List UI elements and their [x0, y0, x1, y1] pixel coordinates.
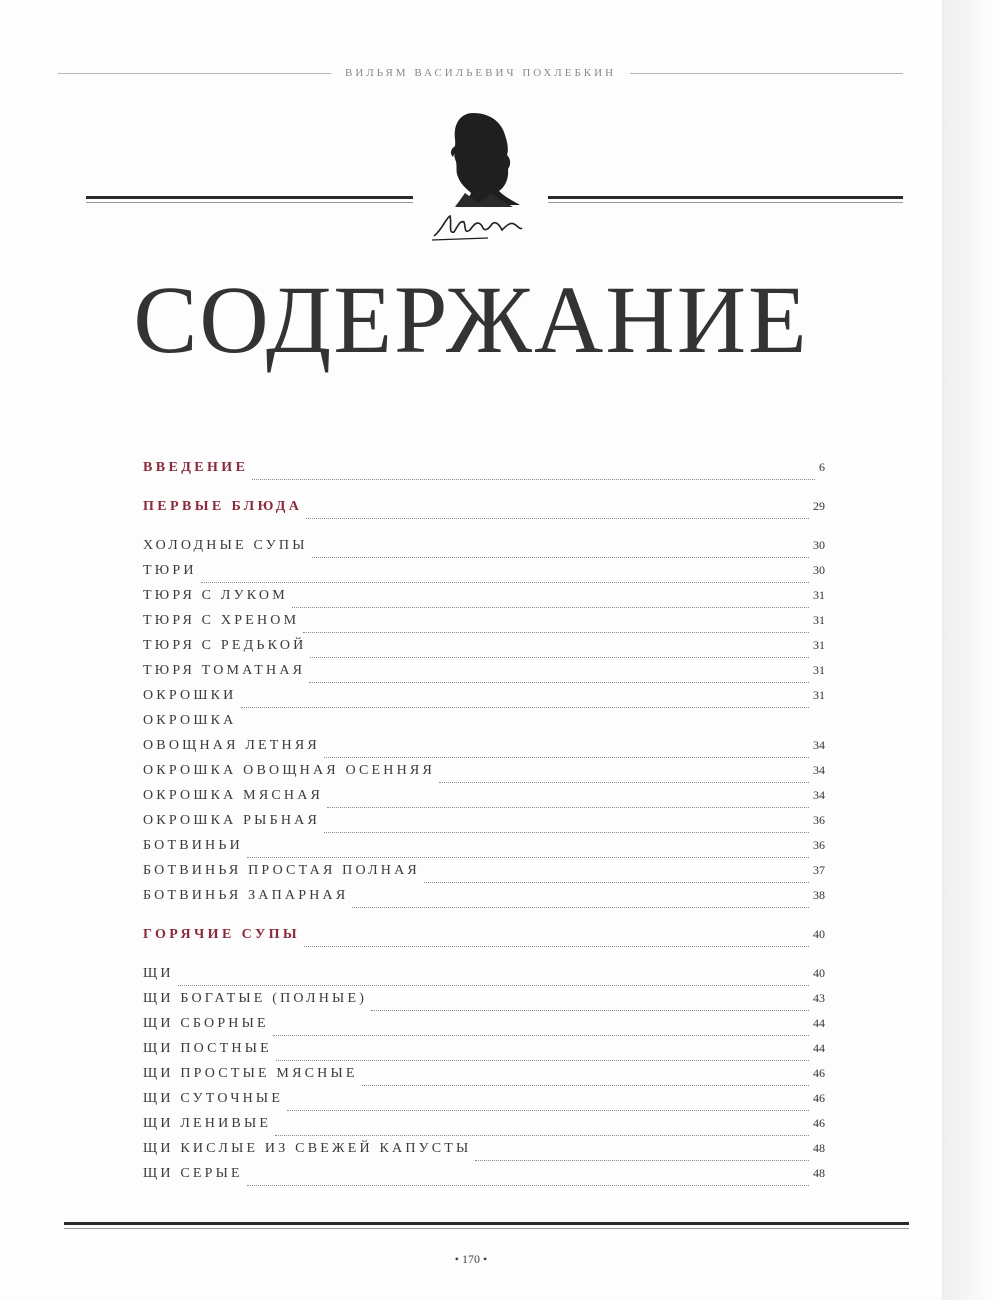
toc-entry-page: 38	[813, 888, 825, 902]
toc-entry[interactable]	[143, 1141, 825, 1166]
toc-entry[interactable]	[143, 888, 825, 913]
toc-entry-title: ОКРОШКА	[143, 713, 237, 728]
toc-entry[interactable]	[143, 966, 825, 991]
toc-entry-title: ТЮРЯ ТОМАТНАЯ	[143, 663, 306, 678]
toc-entry-title: ЩИ СЕРЫЕ	[143, 1166, 243, 1181]
toc-entry-page: 34	[813, 738, 825, 752]
toc-entry-title: ОКРОШКА РЫБНАЯ	[143, 813, 320, 828]
toc-entry-page: 40	[813, 966, 825, 980]
toc-entry-page: 31	[813, 588, 825, 602]
toc-leader-dots	[275, 1134, 809, 1136]
toc-entry-title: ТЮРИ	[143, 563, 197, 578]
toc-entry[interactable]	[143, 991, 825, 1016]
toc-entry-title: ЩИ ЛЕНИВЫЕ	[143, 1116, 272, 1131]
toc-entry-page: 30	[813, 563, 825, 577]
toc-leader-dots	[439, 781, 809, 783]
toc-leader-dots	[362, 1084, 809, 1086]
toc-entry-page: 34	[813, 763, 825, 777]
page-title: СОДЕРЖАНИЕ	[133, 266, 809, 373]
toc-entry-page: 43	[813, 991, 825, 1005]
toc-entry[interactable]	[143, 1066, 825, 1091]
toc-leader-dots	[247, 856, 809, 858]
header-double-rule	[58, 196, 903, 206]
toc-leader-dots	[241, 706, 810, 708]
toc-entry-title: ЩИ ПРОСТЫЕ МЯСНЫЕ	[143, 1066, 358, 1081]
toc-entry-title: ЩИ ПОСТНЫЕ	[143, 1041, 272, 1056]
toc-entry-page: 31	[813, 638, 825, 652]
page-edge-shadow	[942, 0, 1000, 1300]
toc-entry-title: ЩИ СУТОЧНЫЕ	[143, 1091, 284, 1106]
toc-entry[interactable]	[143, 613, 825, 638]
toc-leader-dots	[327, 806, 809, 808]
toc-entry-page: 31	[813, 688, 825, 702]
header-rule-left	[58, 73, 331, 74]
toc-entry[interactable]	[143, 538, 825, 563]
toc-leader-dots	[324, 756, 809, 758]
toc-entry[interactable]	[143, 763, 825, 788]
toc-entry-page: 30	[813, 538, 825, 552]
toc-entry-page: 46	[813, 1091, 825, 1105]
toc-entry[interactable]	[143, 688, 825, 713]
toc-leader-dots	[276, 1059, 809, 1061]
toc-entry-page: 48	[813, 1141, 825, 1155]
toc-entry-title: ТЮРЯ С РЕДЬКОЙ	[143, 638, 307, 653]
toc-entry[interactable]	[143, 813, 825, 838]
toc-entry-page: 40	[813, 927, 825, 941]
toc-leader-dots	[371, 1009, 809, 1011]
toc-leader-dots	[475, 1159, 809, 1161]
toc-leader-dots	[292, 606, 809, 608]
toc-leader-dots	[352, 906, 809, 908]
toc-leader-dots	[324, 831, 809, 833]
toc-entry[interactable]	[143, 563, 825, 588]
toc-entry-title: ЩИ БОГАТЫЕ (ПОЛНЫЕ)	[143, 991, 368, 1006]
toc-entry[interactable]	[143, 638, 825, 663]
toc-entry-page: 44	[813, 1016, 825, 1030]
page-number: • 170 •	[454, 1252, 488, 1266]
toc-entry-page: 46	[813, 1116, 825, 1130]
toc-entry-title: ТЮРЯ С ХРЕНОМ	[143, 613, 300, 628]
footer-rule	[64, 1222, 909, 1225]
toc-entry-page: 44	[813, 1041, 825, 1055]
toc-leader-dots	[273, 1034, 809, 1036]
toc-leader-dots	[424, 881, 809, 883]
toc-entry[interactable]	[143, 713, 825, 738]
toc-section-entry[interactable]	[143, 927, 825, 952]
toc-entry-title: БОТВИНЬЯ ЗАПАРНАЯ	[143, 888, 349, 903]
toc-leader-dots	[201, 581, 809, 583]
toc-entry-page: 37	[813, 863, 825, 877]
footer-rule-thin	[64, 1228, 909, 1229]
toc-entry-page: 29	[813, 499, 825, 513]
toc-entry-title: ПЕРВЫЕ БЛЮДА	[143, 499, 303, 514]
toc-entry-title: ЩИ КИСЛЫЕ ИЗ СВЕЖЕЙ КАПУСТЫ	[143, 1141, 472, 1156]
toc-entry-page: 46	[813, 1066, 825, 1080]
toc-leader-dots	[310, 656, 809, 658]
toc-leader-dots	[304, 945, 809, 947]
running-header-author: ВИЛЬЯМ ВАСИЛЬЕВИЧ ПОХЛЕБКИН	[344, 67, 617, 79]
toc-entry-page: 36	[813, 838, 825, 852]
toc-entry-page: 34	[813, 788, 825, 802]
running-header	[58, 62, 903, 84]
toc-entry-page: 36	[813, 813, 825, 827]
toc-entry-page: 48	[813, 1166, 825, 1180]
toc-entry-page: 31	[813, 663, 825, 677]
toc-entry[interactable]	[143, 838, 825, 863]
toc-entry-title: БОТВИНЬИ	[143, 838, 243, 853]
toc-entry[interactable]	[143, 863, 825, 888]
table-of-contents	[143, 460, 825, 1191]
toc-entry[interactable]	[143, 738, 825, 763]
toc-entry[interactable]	[143, 588, 825, 613]
toc-entry-title: ОКРОШКИ	[143, 688, 237, 703]
toc-entry-page: 31	[813, 613, 825, 627]
toc-entry-title: ОКРОШКА ОВОЩНАЯ ОСЕННЯЯ	[143, 763, 435, 778]
toc-entry[interactable]	[143, 1091, 825, 1116]
toc-entry[interactable]	[143, 1116, 825, 1141]
toc-entry-title: ВВЕДЕНИЕ	[143, 460, 249, 475]
toc-leader-dots	[309, 681, 809, 683]
toc-section-entry[interactable]	[143, 499, 825, 524]
toc-section-entry[interactable]	[143, 460, 825, 485]
toc-leader-dots	[303, 631, 809, 633]
toc-entry-title: ХОЛОДНЫЕ СУПЫ	[143, 538, 308, 553]
toc-entry-title: ОКРОШКА МЯСНАЯ	[143, 788, 324, 803]
toc-entry-title: БОТВИНЬЯ ПРОСТАЯ ПОЛНАЯ	[143, 863, 420, 878]
toc-leader-dots	[247, 1184, 809, 1186]
signature-icon	[428, 208, 528, 244]
header-rule-right	[630, 73, 903, 74]
toc-entry-title: ОВОЩНАЯ ЛЕТНЯЯ	[143, 738, 320, 753]
toc-entry[interactable]	[143, 788, 825, 813]
toc-entry-title: ТЮРЯ С ЛУКОМ	[143, 588, 288, 603]
toc-leader-dots	[312, 556, 809, 558]
toc-entry[interactable]	[143, 1016, 825, 1041]
toc-leader-dots	[287, 1109, 809, 1111]
toc-entry-title: ЩИ СБОРНЫЕ	[143, 1016, 269, 1031]
toc-entry[interactable]	[143, 1166, 825, 1191]
toc-entry-page: 6	[819, 460, 825, 474]
toc-entry[interactable]	[143, 663, 825, 688]
toc-leader-dots	[306, 517, 809, 519]
toc-entry[interactable]	[143, 1041, 825, 1066]
toc-leader-dots	[178, 984, 809, 986]
toc-leader-dots	[252, 478, 815, 480]
toc-entry-title: ЩИ	[143, 966, 174, 981]
toc-entry-title: ГОРЯЧИЕ СУПЫ	[143, 927, 301, 942]
